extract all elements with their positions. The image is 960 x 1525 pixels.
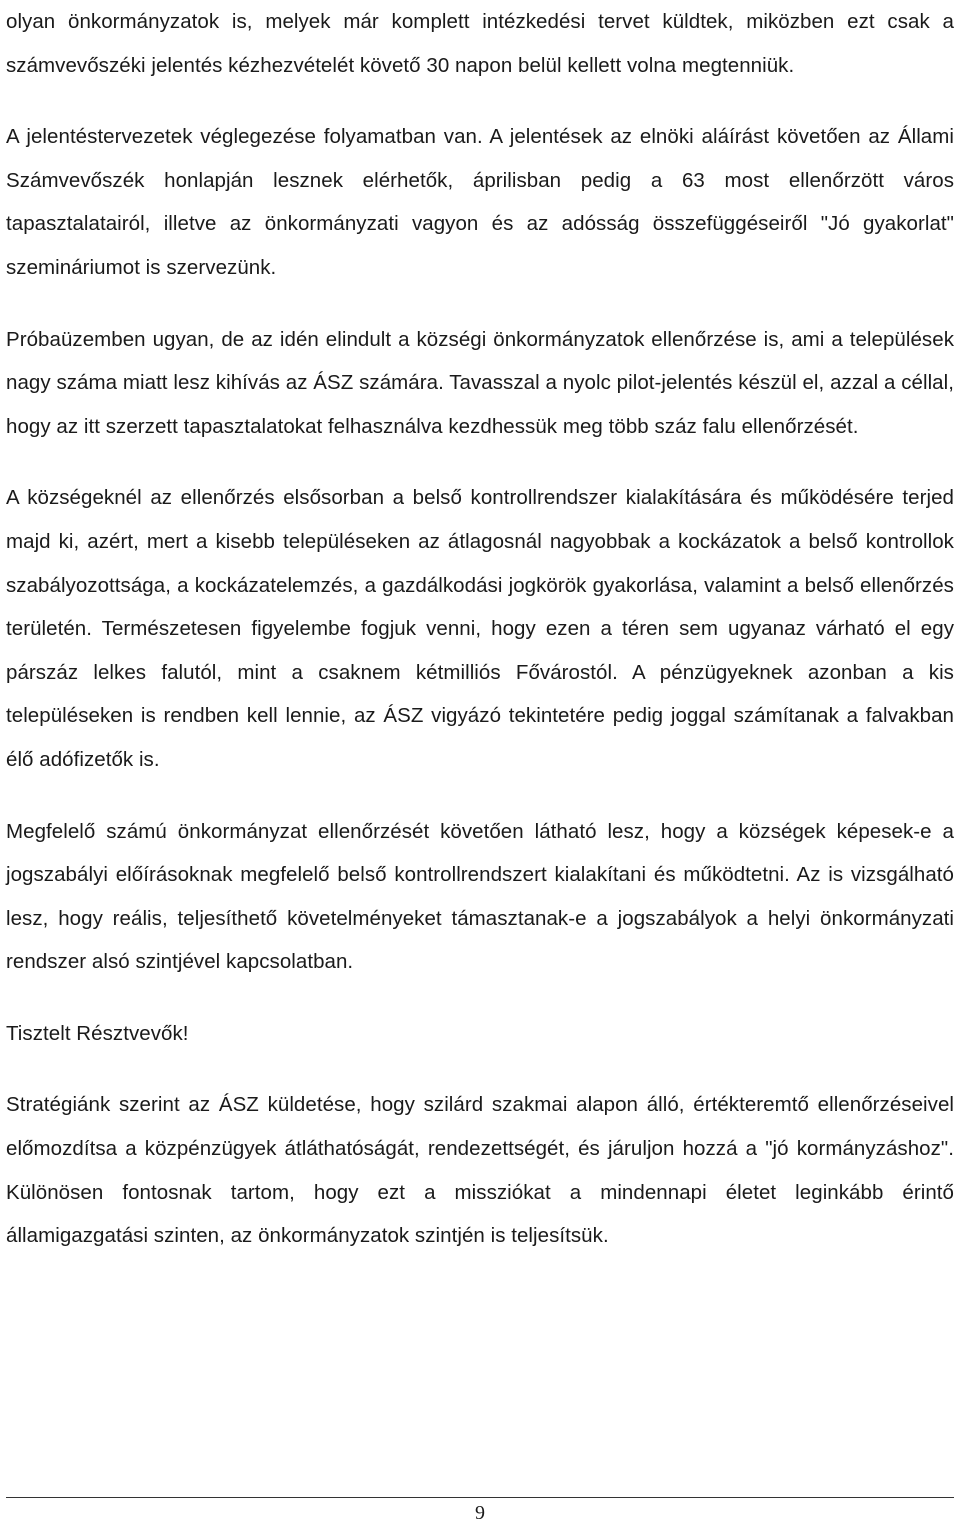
- footer-divider: [6, 1497, 954, 1498]
- paragraph-2: A jelentéstervezetek véglegezése folyamatban van. A jelentések az elnöki aláírást követően az Állami Számvevőszék honlapján lesznek elérhetők, áprilisban pedig a 63 most ellenőrzött város tapasztalatairól, illetve az önkormányzati vagyon és az adósság összefüggéseiről "Jó gyakorlat" szemináriumot is szervezünk.: [6, 125, 954, 279]
- paragraph-4: A községeknél az ellenőrzés elsősorban a belső kontrollrendszer kialakítására és működésére terjed majd ki, azért, mert a kisebb településeken az átlagosnál nagyobbak a kockázatok a belső kontrollok szabályozottsága, a kockázatelemzés, a gazdálkodási jogkörök gyakorlása, valamint a belső ellenőrzés területén. Természetesen figyelembe fogjuk venni, hogy ezen a téren sem ugyanaz várható el egy párszáz lelkes falutól, mint a csaknem kétmilliós Fővárostól. A pénzügyeknek azonban a kis településeken is rendben kell lennie, az ÁSZ vigyázó tekintetére pedig joggal számítanak a falvakban élő adófizetők is.: [6, 486, 954, 771]
- page-number: 9: [475, 1502, 485, 1524]
- paragraph-3: Próbaüzemben ugyan, de az idén elindult a községi önkormányzatok ellenőrzése is, ami a települések nagy száma miatt lesz kihívás az ÁSZ számára. Tavasszal a nyolc pilot-jelentés készül el, azzal a céllal, hogy az itt szerzett tapasztalatokat felhasználva kezdhessük meg több száz falu ellenőrzését.: [6, 327, 954, 438]
- paragraph-5: Megfelelő számú önkormányzat ellenőrzését követően látható lesz, hogy a községek képesek-e a jogszabályi előírásoknak megfelelő belső kontrollrendszert kialakítani és működtetni. Az is vizsgálható lesz, hogy reális, teljesíthető követelményeket támasztanak-e a jogszabályok a helyi önkormányzati rendszer alsó szintjével kapcsolatban.: [6, 819, 954, 974]
- document-body: [6, 0, 954, 1258]
- paragraph-1: olyan önkormányzatok is, melyek már komplett intézkedési tervet küldtek, miközben ezt csak a számvevőszéki jelentés kézhezvételét követő 30 napon belül kellett volna megtenniük.: [6, 10, 954, 77]
- paragraph-salutation: Tisztelt Résztvevők!: [6, 1021, 189, 1045]
- paragraph-6: Stratégiánk szerint az ÁSZ küldetése, hogy szilárd szakmai alapon álló, értékteremtő ellenőrzéseivel előmozdítsa a közpénzügyek átláthatóságát, rendezettségét, és járuljon hozzá a "jó kormányzáshoz". Különösen fontosnak tartom, hogy ezt a missziókat a mindennapi életet leginkább érintő államigazgatási szinten, az önkormányzatok szintjén is teljesítsük.: [6, 1093, 954, 1248]
